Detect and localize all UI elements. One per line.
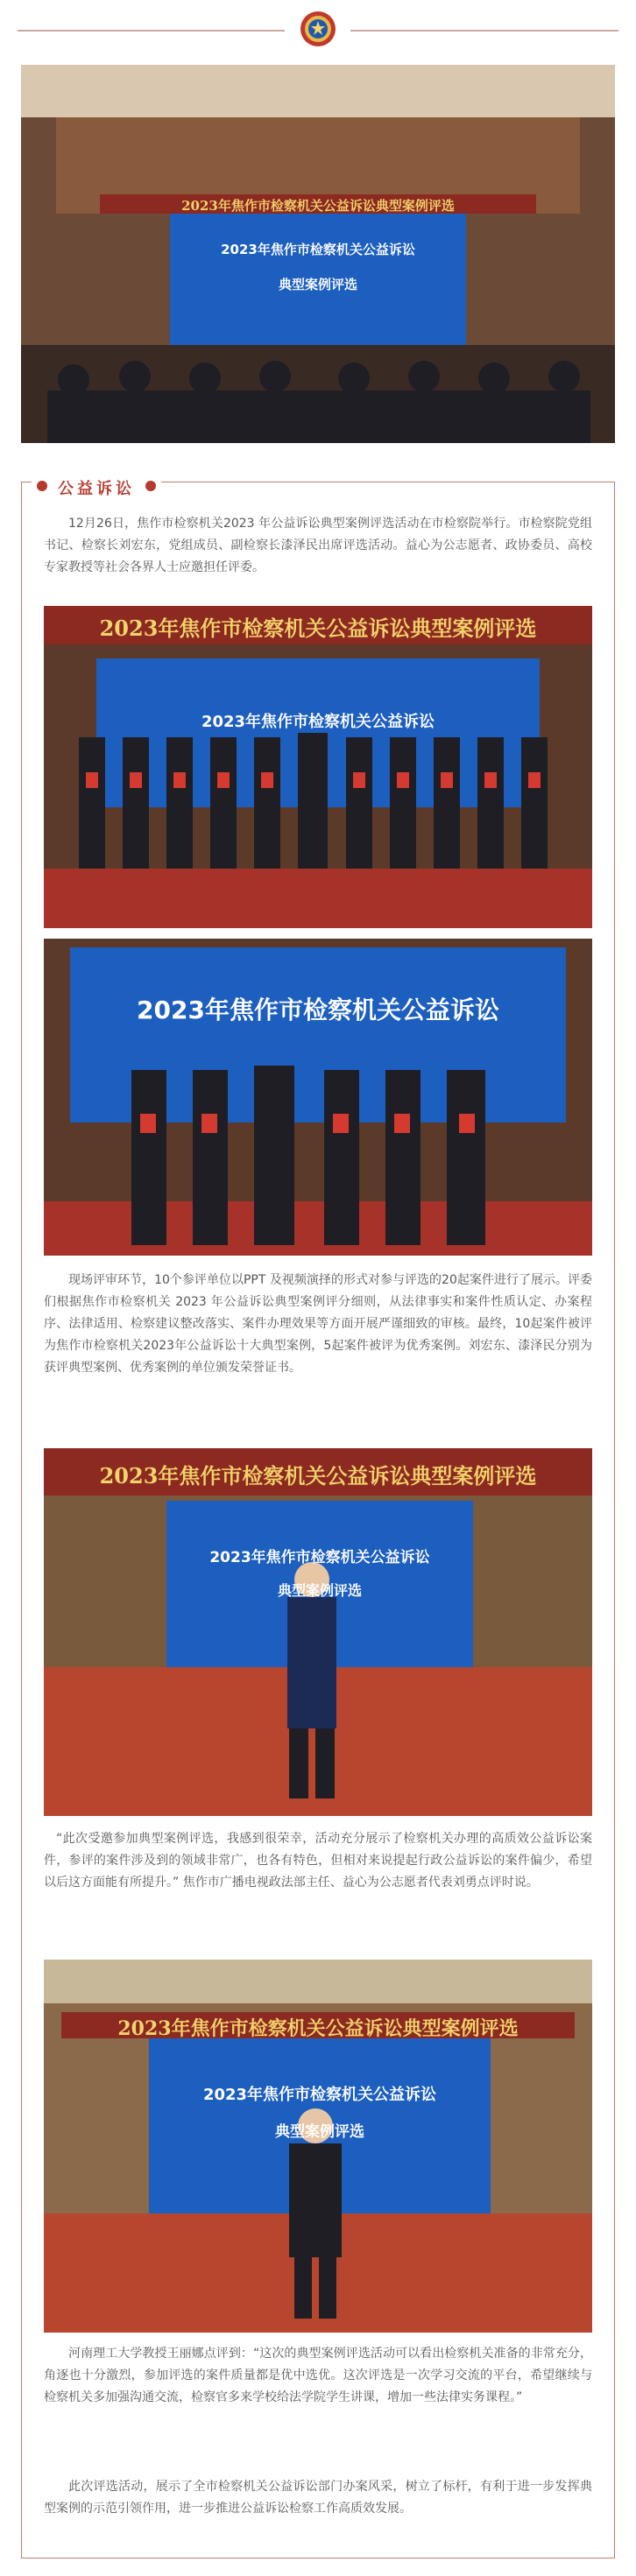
award-screen-title: 2023年焦作市检察机关公益诉讼 [201,713,435,731]
hall-banner-text: 2023年焦作市检察机关公益诉讼典型案例评选 [181,198,455,214]
award-banner-text: 2023年焦作市检察机关公益诉讼典型案例评选 [99,616,537,641]
section-tag [32,473,161,499]
photo-award-group-2 [44,939,592,1256]
paragraph-3: “此次受邀参加典型案例评选，我感到很荣幸，活动充分展示了检察机关办理的高质效公益诉讼案件，参评的案件涉及到的领域非常广，也各有特色，但相对来说提起行政公益诉讼的案件偏少，希望以后这方面能有所提升。” 焦作市广播电视政法部主任、益心为公志愿者代表刘勇点评时说。 [44,1832,592,1890]
speaker2-banner-text: 2023年焦作市检察机关公益诉讼典型案例评选 [117,2017,519,2040]
paragraph-5: 此次评选活动，展示了全市检察机关公益诉讼部门办案风采，树立了标杆，有利于进一步发挥典型案例的示范引领作用，进一步推进公益诉讼检察工作高质效发展。 [44,2480,592,2516]
speaker2-screen-subtitle: 典型案例评选 [275,2123,364,2141]
paragraph-4: 河南理工大学教授王丽娜点评到：“这次的典型案例评选活动可以看出检察机关准备的非常充分，角逐也十分激烈，参加评选的案件质量都是优中选优。这次评选是一次学习交流的平台，希望继续与检察机关多加强沟通交流，检察官多来学校给法学院学生讲课，增加一些法律实务课程。” [44,2347,592,2404]
photo-hall-overview [21,65,615,443]
header-emblem-row [0,0,636,61]
speaker1-screen-subtitle: 典型案例评选 [277,1582,362,1599]
header-divider-right [350,30,618,32]
photo-speaker-wang [44,1960,592,2333]
paragraph-1: 12月26日，焦作市检察机关2023 年公益诉讼典型案例评选活动在市检察院举行。市检察院党组书记、检察长刘宏东，党组成员、副检察长漆泽民出席评选活动。益心为公志愿者、政协委员、高校专家教授等社会各界人士应邀担任评委。 [44,517,592,574]
hall-screen-subtitle: 典型案例评选 [278,277,357,292]
tag-dot-right-icon [145,481,156,491]
speaker1-screen-title: 2023年焦作市检察机关公益诉讼 [209,1549,430,1566]
photo-speaker-liu [44,1448,592,1816]
speaker1-banner-text: 2023年焦作市检察机关公益诉讼典型案例评选 [99,1463,537,1489]
tag-dot-left-icon [37,481,47,491]
section-tag-label: 公益诉讼 [58,480,135,498]
prosecution-emblem-icon [300,11,336,47]
speaker2-screen-title: 2023年焦作市检察机关公益诉讼 [202,2086,437,2104]
paragraph-2: 现场评审环节，10个参评单位以PPT 及视频演择的形式对参与评选的20起案件进行了展示。评委们根据焦作市检察机关 2023 年公益诉讼典型案例评分细则，从法律事实和案件性质认定、办案程序、法律适用、检察建议整改落实、案件办理效果等方面开展严谨细致的审核。最终，10起案件被评为焦作市检察机关2023年公益诉讼十大典型案例，5起案件被评为优秀案例。刘宏东、漆泽民分别为获评典型案例、优秀案例的单位颁发荣誉证书。 [44,1273,592,1375]
award2-screen-title: 2023年焦作市检察机关公益诉讼 [137,996,499,1024]
photo-award-group-1 [44,606,592,928]
hall-screen-title: 2023年焦作市检察机关公益诉讼 [221,242,415,257]
header-divider-left [18,30,285,32]
